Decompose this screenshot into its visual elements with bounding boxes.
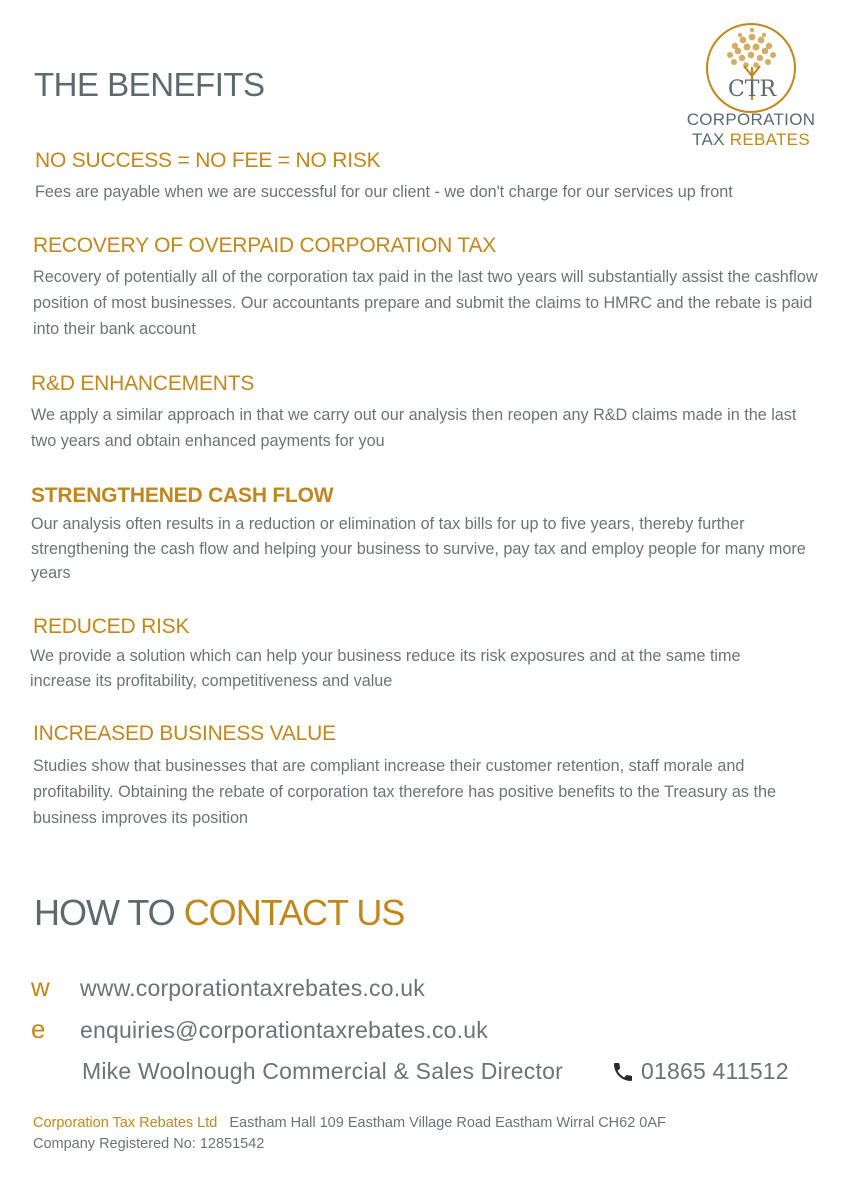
footer-address: Eastham Hall 109 Eastham Village Road Eastham Wirral CH62 0AF (229, 1115, 666, 1131)
logo-word-tax: TAX (692, 130, 725, 149)
section-heading: RECOVERY OF OVERPAID CORPORATION TAX (33, 234, 497, 257)
section-body: Recovery of potentially all of the corporation tax paid in the last two years will substantially assist the cashflow position of most businesses. Our accountants prepare and submit the claims to HMRC and the rebate is paid into their bank account (33, 268, 818, 338)
section-body: Studies show that businesses that are compliant increase their customer retention, staff morale and profitability. Obtaining the rebate of corporation tax therefore has positive benefits to the Treasury as the business improves its position (33, 757, 776, 827)
phone-number[interactable]: 01865 411512 (641, 1058, 789, 1084)
section-heading: REDUCED RISK (33, 615, 190, 638)
section-body: We provide a solution which can help your business reduce its risk exposures and at the same time increase its profitability, competitiveness and value (30, 647, 741, 690)
footer-address-line (33, 1115, 666, 1131)
section-body: Our analysis often results in a reduction or elimination of tax bills for up to five years, thereby further strengthening the cash flow and helping your business to survive, pay tax and employ people for many more years (31, 515, 806, 582)
phone-icon (611, 1060, 635, 1084)
section-heading: STRENGTHENED CASH FLOW (31, 484, 334, 507)
section-heading: NO SUCCESS = NO FEE = NO RISK (35, 149, 381, 172)
email-letter: e (31, 1014, 46, 1044)
logo-word-rebates: REBATES (729, 130, 810, 149)
section-heading: R&D ENHANCEMENTS (31, 372, 255, 395)
section-heading: INCREASED BUSINESS VALUE (33, 722, 336, 745)
contact-title-part1: HOW TO (34, 892, 175, 933)
contact-title (34, 892, 404, 934)
logo-monogram: CTR (727, 77, 777, 102)
tree-logo-icon (680, 20, 822, 120)
contact-person: Mike Woolnough Commercial & Sales Director (82, 1058, 563, 1084)
footer-company: Corporation Tax Rebates Ltd (33, 1115, 218, 1131)
section-body: Fees are payable when we are successful for our client - we don't charge for our services up front (35, 183, 733, 201)
logo-line-1: CORPORATION (686, 110, 816, 129)
email-link[interactable]: enquiries@corporationtaxrebates.co.uk (80, 1017, 488, 1043)
company-logo (680, 20, 822, 155)
web-letter: w (31, 972, 50, 1002)
footer-registration: Company Registered No: 12851542 (33, 1136, 265, 1152)
website-link[interactable]: www.corporationtaxrebates.co.uk (80, 975, 425, 1001)
contact-title-part2: CONTACT US (183, 892, 405, 933)
logo-line-2 (680, 130, 822, 150)
page-title: THE BENEFITS (34, 66, 265, 103)
section-body: We apply a similar approach in that we carry out our analysis then reopen any R&D claims made in the last two years and obtain enhanced payments for you (31, 406, 797, 450)
